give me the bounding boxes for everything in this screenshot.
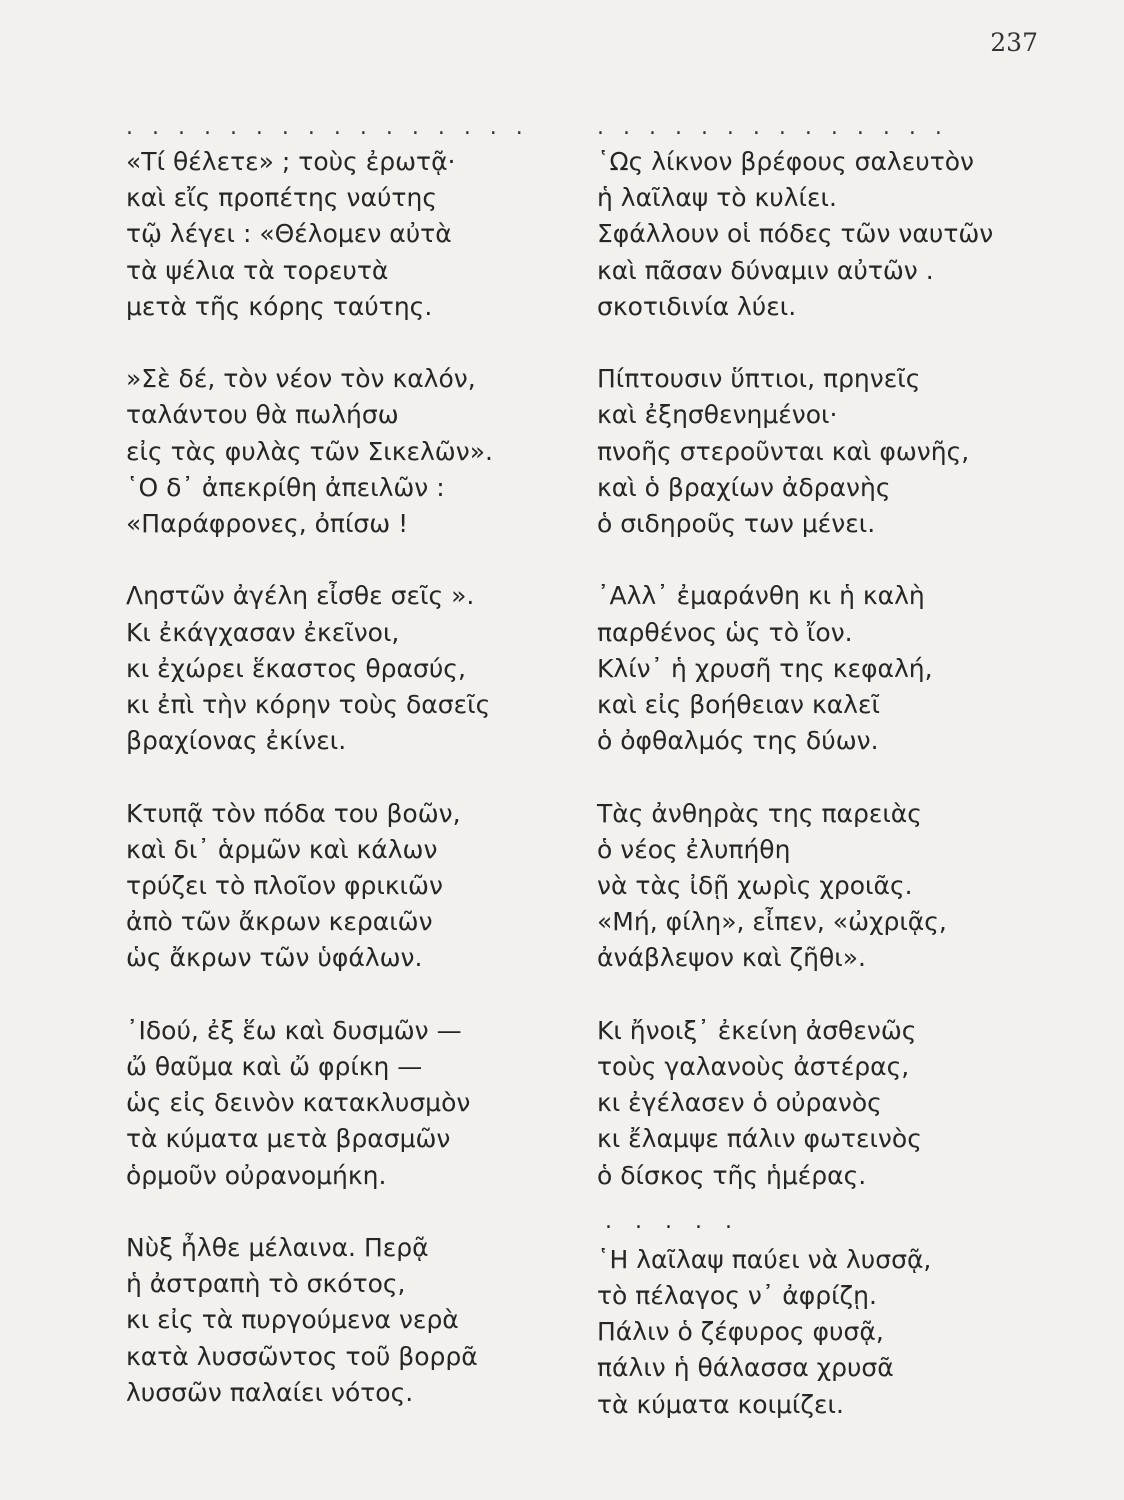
stanza-gap — [597, 977, 1017, 1013]
verse-line: ὁ δίσκος τῆς ἡμέρας. — [597, 1160, 867, 1190]
verse-line: Νὺξ ἦλθε μέλαινα. Περᾷ — [126, 1233, 429, 1263]
verse-line: καὶ ἐξησθενημένοι· — [597, 400, 838, 430]
verse-line: ὤ θαῦμα καὶ ὤ φρίκη — — [126, 1052, 423, 1082]
stanza-gap — [126, 977, 546, 1013]
verse-line: ταλάντου θὰ πωλήσω — [126, 400, 399, 430]
verse-line: καὶ εἰς βοήθειαν καλεῖ — [597, 690, 880, 720]
verse-line: τῷ λέγει : «Θέλομεν αὐτὰ — [126, 219, 452, 249]
verse-line: ῾Ο δ᾽ ἀπεκρίθη ἀπειλῶν : — [126, 472, 445, 502]
verse-line: τρύζει τὸ πλοῖον φρικιῶν — [126, 871, 443, 901]
stanza-gap — [597, 325, 1017, 361]
stanza — [126, 796, 546, 977]
ellipsis-dots: . . . . . . . . . . . . . . . . — [126, 115, 529, 140]
verse-line: ἡ ἀστραπὴ τὸ σκότος, — [126, 1269, 406, 1299]
verse-line: κατὰ λυσσῶντος τοῦ βορρᾶ — [126, 1341, 478, 1371]
verse-line: ἀνάβλεψον καὶ ζῆθι». — [597, 943, 866, 973]
page-number: 237 — [990, 28, 1038, 57]
stanza — [126, 1230, 546, 1411]
verse-line: »Σὲ δέ, τὸν νέον τὸν καλόν, — [126, 364, 476, 394]
stanza-gap — [126, 325, 546, 361]
ellipsis-dots: . . . . . . . . . . . . . . — [597, 115, 948, 140]
verse-line: τὰ ψέλια τὰ τορευτὰ — [126, 255, 389, 285]
verse-line: «Μή, φίλη», εἶπεν, «ὠχριᾷς, — [597, 907, 947, 937]
verse-line: Τὰς ἀνθηρὰς της παρειὰς — [597, 798, 922, 828]
stanza — [126, 361, 546, 542]
verse-line: σκοτιδινία λύει. — [597, 291, 797, 321]
verse-line: Σφάλλουν οἱ πόδες τῶν ναυτῶν — [597, 219, 994, 249]
verse-line: τὰ κύματα κοιμίζει. — [597, 1389, 844, 1419]
verse-line: Κλίν᾽ ἡ χρυσῆ της κεφαλή, — [597, 653, 933, 683]
verse-line: ὁ ὀφθαλμός της δύων. — [597, 726, 879, 756]
verse-line: κι ἔλαμψε πάλιν φωτεινὸς — [597, 1124, 922, 1154]
stanza — [126, 578, 546, 759]
verse-line: ᾽Αλλ᾽ ἐμαράνθη κι ἡ καλὴ — [597, 581, 925, 611]
stanza — [597, 144, 1017, 325]
verse-line: κι εἰς τὰ πυργούμενα νερὰ — [126, 1305, 459, 1335]
verse-line: πάλιν ἡ θάλασσα χρυσᾶ — [597, 1353, 894, 1383]
verse-line: κι ἐγέλασεν ὁ οὐρανὸς — [597, 1088, 882, 1118]
left-stanzas — [126, 144, 546, 1411]
verse-line: εἰς τὰς φυλὰς τῶν Σικελῶν». — [126, 436, 493, 466]
verse-line: Πίπτουσιν ὕπτιοι, πρηνεῖς — [597, 364, 921, 394]
stanza-gap — [597, 542, 1017, 578]
verse-line: ὁ σιδηροῦς των μένει. — [597, 509, 876, 539]
verse-line: «Παράφρονες, ὀπίσω ! — [126, 509, 409, 539]
verse-line: πνοῆς στεροῦνται καὶ φωνῆς, — [597, 436, 970, 466]
verse-line: μετὰ τῆς κόρης ταύτης. — [126, 291, 433, 321]
verse-line: Ληστῶν ἀγέλη εἶσθε σεῖς ». — [126, 581, 475, 611]
verse-line: ᾽Ιδού, ἐξ ἕω καὶ δυσμῶν — — [126, 1015, 462, 1045]
verse-line: ὁ νέος ἐλυπήθη — [597, 834, 791, 864]
stanza-gap — [126, 542, 546, 578]
stanza — [126, 1013, 546, 1194]
verse-line: ἡ λαῖλαψ τὸ κυλίει. — [597, 183, 837, 213]
stanza-gap — [126, 1194, 546, 1230]
verse-line: λυσσῶν παλαίει νότος. — [126, 1377, 414, 1407]
stanza — [597, 578, 1017, 759]
verse-line: καὶ πᾶσαν δύναμιν αὐτῶν . — [597, 255, 934, 285]
verse-line: Κι ἤνοιξ᾽ ἐκείνη ἀσθενῶς — [597, 1015, 917, 1045]
verse-line: ὁρμοῦν οὐρανομήκη. — [126, 1160, 387, 1190]
right-stanzas — [597, 144, 1017, 1212]
verse-line: Κτυπᾷ τὸν πόδα του βοῶν, — [126, 798, 461, 828]
verse-line: «Τί θέλετε» ; τοὺς ἐρωτᾷ· — [126, 147, 456, 176]
verse-line: παρθένος ὡς τὸ ἴον. — [597, 617, 853, 647]
verse-line: κι ἐπὶ τὴν κόρην τοὺς δασεῖς — [126, 690, 491, 720]
right-column — [597, 115, 1017, 1423]
left-column — [126, 115, 546, 1411]
stanza — [597, 361, 1017, 542]
verse-line: καὶ δι᾽ ἁρμῶν καὶ κάλων — [126, 834, 438, 864]
verse-line: ἀπὸ τῶν ἄκρων κεραιῶν — [126, 907, 433, 937]
stanza — [597, 1013, 1017, 1194]
verse-line: ὡς ἄκρων τῶν ὑφάλων. — [126, 943, 423, 973]
verse-line: Πάλιν ὁ ζέφυρος φυσᾷ, — [597, 1317, 884, 1347]
verse-line: νὰ τὰς ἰδῇ χωρὶς χροιᾶς. — [597, 871, 913, 901]
verse-line: τὰ κύματα μετὰ βρασμῶν — [126, 1124, 451, 1154]
final-stanza — [597, 1242, 1017, 1423]
verse-line: τὸ πέλαγος ν᾽ ἀφρίζῃ. — [597, 1281, 877, 1311]
verse-line: καὶ εἴς προπέτης ναύτης — [126, 183, 437, 213]
verse-line: τοὺς γαλανοὺς ἀστέρας, — [597, 1052, 910, 1082]
verse-line: βραχίονας ἐκίνει. — [126, 726, 347, 756]
verse-line: Κι ἐκάγχασαν ἐκεῖνοι, — [126, 617, 400, 647]
stanza-gap — [126, 759, 546, 795]
verse-line: ὡς εἰς δεινὸν κατακλυσμὸν — [126, 1088, 471, 1118]
verse-line: ῾Ως λίκνον βρέφους σαλευτὸν — [597, 147, 975, 176]
ellipsis-dots-small: . . . . . — [605, 1208, 740, 1234]
verse-line: κι ἐχώρει ἕκαστος θρασύς, — [126, 653, 466, 683]
stanza — [597, 796, 1017, 977]
verse-line: ῾Η λαῖλαψ παύει νὰ λυσσᾷ, — [597, 1244, 932, 1274]
stanza — [126, 144, 546, 325]
verse-line: καὶ ὁ βραχίων ἀδρανὴς — [597, 472, 891, 502]
stanza-gap — [597, 759, 1017, 795]
